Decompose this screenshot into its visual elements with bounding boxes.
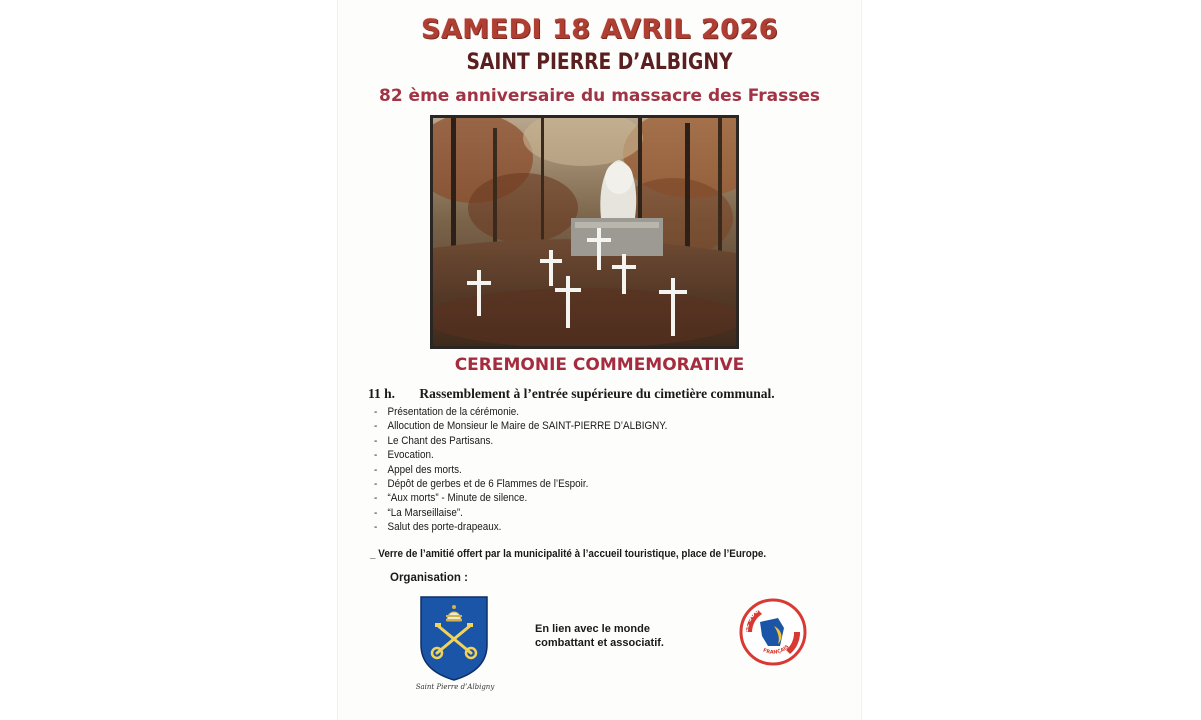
list-dash: -: [374, 506, 378, 519]
partner-line-1: En lien avec le monde: [535, 623, 650, 635]
gathering-time: 11 h.: [368, 386, 396, 401]
svg-text:LE SOUVENIR: LE SOUVENIR: [742, 601, 780, 633]
gathering-text: Rassemblement à l’entrée supérieure du cimetière communal.: [419, 386, 775, 401]
souvenir-francais-logo: [738, 598, 808, 666]
list-item: [374, 434, 667, 448]
date-title: SAMEDI 18 AVRIL 2026: [420, 14, 779, 45]
memorial-photo: [430, 115, 739, 349]
anniversary-subtitle: 82 ème anniversaire du massacre des Frasses: [378, 86, 820, 106]
list-item-text: “La Marseillaise”.: [387, 506, 463, 519]
flyer-page: [338, 0, 861, 720]
gathering-line: [368, 386, 848, 402]
svg-text:FRANÇAIS: FRANÇAIS: [762, 643, 791, 656]
list-item-text: Salut des porte-drapeaux.: [387, 521, 502, 534]
reception-note: _ Verre de l’amitié offert par la municipalité à l’accueil touristique, place de l’Europe.: [370, 548, 767, 560]
crest-logo: [419, 595, 489, 681]
partner-text: [535, 622, 664, 650]
list-item: [374, 448, 667, 462]
list-dash: -: [374, 492, 378, 505]
coat-of-arms-icon: [419, 595, 489, 681]
list-item: [374, 419, 667, 433]
list-dash: -: [374, 434, 378, 447]
list-dash: -: [374, 477, 378, 490]
list-dash: -: [374, 521, 378, 534]
list-item: [374, 405, 667, 419]
program-list: [374, 405, 667, 535]
list-item-text: Appel des morts.: [387, 463, 462, 476]
list-item: [374, 463, 667, 477]
list-item: [374, 477, 667, 491]
list-item-text: Le Chant des Partisans.: [387, 434, 494, 447]
souvenir-francais-icon: [738, 598, 808, 666]
list-dash: -: [374, 463, 378, 476]
list-dash: -: [374, 420, 378, 433]
memorial-photo-graphic: [433, 118, 736, 346]
organisation-label: Organisation :: [390, 572, 468, 584]
list-item-text: Présentation de la cérémonie.: [387, 406, 520, 418]
list-item-text: Dépôt de gerbes et de 6 Flammes de l’Espoir.: [387, 477, 589, 490]
location-title: SAINT PIERRE D’ALBIGNY: [466, 50, 733, 75]
list-dash: -: [374, 406, 378, 418]
list-item-text: Allocution de Monsieur le Maire de SAINT-PIERRE D’ALBIGNY.: [387, 420, 668, 433]
list-dash: -: [374, 449, 378, 462]
list-item: [374, 491, 667, 505]
crest-caption: Saint Pierre d’Albigny: [415, 683, 495, 691]
list-item: [374, 506, 667, 520]
list-item: [374, 520, 667, 534]
ceremony-heading: CEREMONIE COMMEMORATIVE: [454, 355, 745, 375]
list-item-text: Evocation.: [387, 449, 434, 462]
list-item-text: “Aux morts” - Minute de silence.: [387, 492, 528, 505]
partner-line-2: combattant et associatif.: [535, 637, 664, 649]
